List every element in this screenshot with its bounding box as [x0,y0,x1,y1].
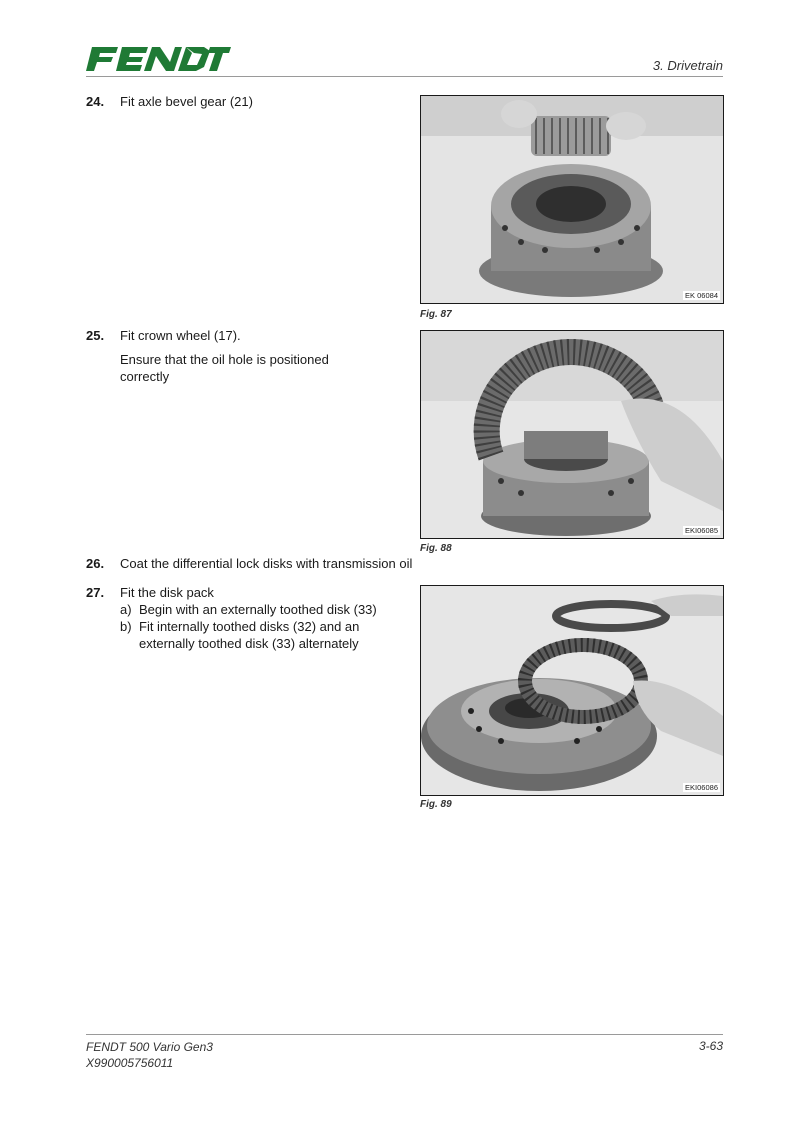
step-text: Fit crown wheel (17). [120,328,241,343]
step-text: Fit axle bevel gear (21) [120,94,253,109]
step-number: 25. [86,328,105,343]
step-24 [86,93,253,110]
footer-doc-number: X990005756011 [86,1056,174,1070]
step-number: 26. [86,556,105,571]
fendt-logo [86,45,231,73]
figure-88-caption: Fig. 88 [420,543,452,554]
header-divider [86,76,723,77]
step-note: Ensure that the oil hole is positioned correctly [120,352,329,384]
substep-label: b) [120,619,132,634]
step-text: Fit the disk pack [120,585,214,600]
section-title: 3. Drivetrain [652,58,723,73]
step-26 [86,555,412,572]
figure-87-photo [420,95,724,304]
step-number: 27. [86,585,105,600]
substep-text: Fit internally toothed disks (32) and an externally toothed disk (33) alternately [139,619,360,651]
footer-doc-info [86,1039,213,1071]
footer-divider [86,1034,723,1035]
figure-image-id: EKI06086 [685,783,718,792]
step-25 [86,327,360,385]
figure-87-caption: Fig. 87 [420,309,452,320]
substep-a [120,601,401,618]
footer-model: FENDT 500 Vario Gen3 [86,1040,213,1054]
figure-image-id: EKI06085 [685,526,718,535]
step-number: 24. [86,94,105,109]
step-27 [86,584,401,652]
substep-b [120,618,401,652]
figure-88-photo [420,330,724,539]
step-text: Coat the differential lock disks with transmission oil [120,556,413,571]
figure-89-caption: Fig. 89 [420,799,452,810]
substep-label: a) [120,602,132,617]
figure-89-photo [420,585,724,796]
page-number: 3-63 [698,1039,723,1053]
substep-text: Begin with an externally toothed disk (33) [139,602,377,617]
figure-image-id: EK 06084 [685,291,718,300]
